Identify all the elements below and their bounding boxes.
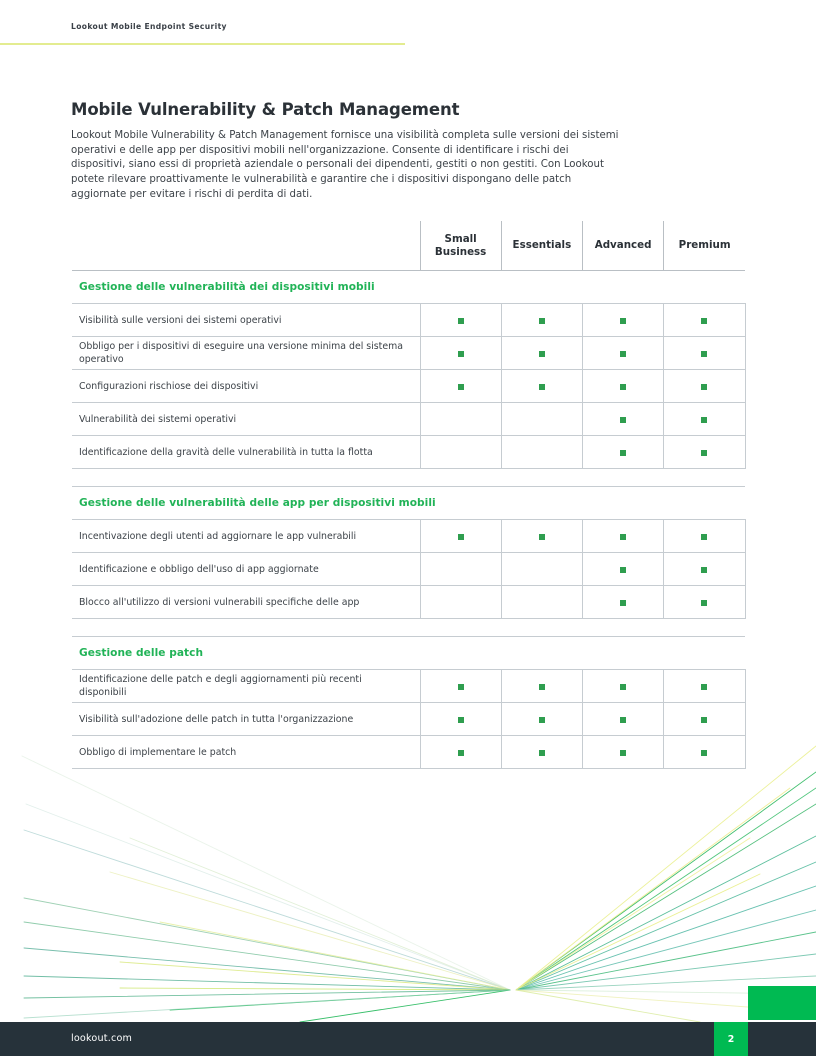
not-included-placeholder: [539, 567, 545, 573]
plan-cell-premium: [664, 586, 745, 619]
plan-cell-advanced: [583, 337, 664, 370]
feature-label: Identificazione e obbligo dell'uso di app aggiornate: [72, 553, 420, 586]
plan-cell-small-business: [420, 370, 501, 403]
included-mark-icon: [458, 684, 464, 690]
table-row: [72, 520, 745, 553]
plan-header-essentials: Essentials: [501, 221, 582, 271]
feature-label: Identificazione della gravità delle vulnerabilità in tutta la flotta: [72, 436, 420, 469]
table-row: [72, 553, 745, 586]
footer-website-label: lookout.com: [71, 1033, 133, 1044]
table-row: [72, 403, 745, 436]
included-mark-icon: [701, 351, 707, 357]
included-mark-icon: [701, 384, 707, 390]
plan-cell-advanced: [583, 553, 664, 586]
included-mark-icon: [701, 417, 707, 423]
table-row: [72, 370, 745, 403]
plan-header-advanced: Advanced: [583, 221, 664, 271]
table-body: [72, 271, 745, 769]
included-mark-icon: [701, 534, 707, 540]
plan-cell-small-business: [420, 304, 501, 337]
plan-cell-small-business: [420, 520, 501, 553]
header-rule: [0, 43, 405, 45]
feature-label: Obbligo per i dispositivi di eseguire una versione minima del sistema operativo: [72, 337, 420, 370]
plan-cell-premium: [664, 337, 745, 370]
plan-cell-essentials: [501, 586, 582, 619]
included-mark-icon: [701, 318, 707, 324]
included-mark-icon: [458, 351, 464, 357]
plan-cell-small-business: [420, 586, 501, 619]
section-gap-cell: [72, 619, 745, 637]
included-mark-icon: [701, 684, 707, 690]
plan-cell-premium: [664, 403, 745, 436]
included-mark-icon: [539, 684, 545, 690]
decorative-line-burst: [0, 726, 816, 1026]
included-mark-icon: [620, 567, 626, 573]
page-number-badge: 2: [714, 1022, 748, 1056]
section-gap: [72, 469, 745, 487]
included-mark-icon: [458, 534, 464, 540]
not-included-placeholder: [539, 600, 545, 606]
table-row: [72, 670, 745, 703]
plan-cell-essentials: [501, 304, 582, 337]
table-header-row: [72, 221, 745, 271]
included-mark-icon: [620, 318, 626, 324]
plan-cell-small-business: [420, 436, 501, 469]
plan-header-premium: Premium: [664, 221, 745, 271]
feature-label: Visibilità sull'adozione delle patch in tutta l'organizzazione: [72, 703, 420, 736]
feature-label: Blocco all'utilizzo di versioni vulnerabili specifiche delle app: [72, 586, 420, 619]
plan-cell-premium: [664, 520, 745, 553]
plan-cell-advanced: [583, 520, 664, 553]
section-heading: Gestione delle patch: [72, 637, 745, 670]
page-footer: [0, 1022, 816, 1056]
plan-cell-advanced: [583, 586, 664, 619]
included-mark-icon: [539, 534, 545, 540]
feature-label: Visibilità sulle versioni dei sistemi operativi: [72, 304, 420, 337]
page-title: Mobile Vulnerability & Patch Management: [71, 100, 460, 120]
plan-cell-advanced: [583, 304, 664, 337]
intro-paragraph: Lookout Mobile Vulnerability & Patch Management fornisce una visibilità completa sulle versioni dei sistemi operativi e delle app per dispositivi mobili nell'organizzazione. Consente di identificare i rischi dei dispositivi, siano essi di proprietà aziendale o personali dei dipendenti, gestiti o non gestiti. Con Lookout potete rilevare proattivamente le vulnerabilità e garantire che i dispositivi dispongano delle patch aggiornate per evitare i rischi di perdita di dati.: [71, 130, 619, 200]
included-mark-icon: [620, 450, 626, 456]
included-mark-icon: [458, 318, 464, 324]
included-mark-icon: [458, 384, 464, 390]
not-included-placeholder: [458, 567, 464, 573]
section-heading: Gestione delle vulnerabilità delle app per dispositivi mobili: [72, 487, 745, 520]
plan-cell-small-business: [420, 337, 501, 370]
plan-cell-advanced: [583, 370, 664, 403]
document-eyebrow: Lookout Mobile Endpoint Security: [71, 22, 227, 31]
included-mark-icon: [539, 318, 545, 324]
not-included-placeholder: [458, 450, 464, 456]
included-mark-icon: [620, 384, 626, 390]
included-mark-icon: [620, 684, 626, 690]
plan-cell-advanced: [583, 670, 664, 703]
plan-cell-premium: [664, 370, 745, 403]
section-heading-row: [72, 271, 745, 304]
plan-cell-premium: [664, 553, 745, 586]
included-mark-icon: [701, 450, 707, 456]
plan-cell-essentials: [501, 553, 582, 586]
plan-cell-small-business: [420, 553, 501, 586]
not-included-placeholder: [539, 450, 545, 456]
section-heading-row: [72, 487, 745, 520]
plan-cell-premium: [664, 670, 745, 703]
feature-label: Configurazioni rischiose dei dispositivi: [72, 370, 420, 403]
plan-comparison-table: [72, 221, 746, 769]
table-row: [72, 586, 745, 619]
feature-label: Vulnerabilità dei sistemi operativi: [72, 403, 420, 436]
feature-label: Incentivazione degli utenti ad aggiornare le app vulnerabili: [72, 520, 420, 553]
plan-cell-small-business: [420, 403, 501, 436]
plan-cell-essentials: [501, 337, 582, 370]
plan-cell-essentials: [501, 403, 582, 436]
plan-cell-essentials: [501, 520, 582, 553]
included-mark-icon: [701, 567, 707, 573]
plan-cell-essentials: [501, 670, 582, 703]
included-mark-icon: [458, 717, 464, 723]
included-mark-icon: [539, 717, 545, 723]
table-row: [72, 337, 745, 370]
included-mark-icon: [701, 717, 707, 723]
plan-cell-premium: [664, 436, 745, 469]
section-heading: Gestione delle vulnerabilità dei dispositivi mobili: [72, 271, 745, 304]
included-mark-icon: [620, 417, 626, 423]
plan-cell-essentials: [501, 370, 582, 403]
plan-cell-advanced: [583, 403, 664, 436]
included-mark-icon: [539, 351, 545, 357]
section-heading-row: [72, 637, 745, 670]
plan-cell-essentials: [501, 436, 582, 469]
not-included-placeholder: [458, 600, 464, 606]
included-mark-icon: [539, 384, 545, 390]
feature-label: Obbligo di implementare le patch: [72, 736, 420, 769]
feature-column-header: [72, 221, 420, 271]
included-mark-icon: [620, 600, 626, 606]
plan-cell-premium: [664, 304, 745, 337]
not-included-placeholder: [539, 417, 545, 423]
plan-header-small-business: Small Business: [420, 221, 501, 271]
section-gap-cell: [72, 469, 745, 487]
section-gap: [72, 619, 745, 637]
included-mark-icon: [620, 351, 626, 357]
plan-cell-advanced: [583, 436, 664, 469]
table-row: [72, 436, 745, 469]
included-mark-icon: [701, 600, 707, 606]
table-row: [72, 304, 745, 337]
decorative-green-block: [748, 986, 816, 1020]
page-header: [0, 0, 816, 48]
plan-cell-small-business: [420, 670, 501, 703]
not-included-placeholder: [458, 417, 464, 423]
included-mark-icon: [620, 717, 626, 723]
feature-label: Identificazione delle patch e degli aggiornamenti più recenti disponibili: [72, 670, 420, 703]
included-mark-icon: [620, 534, 626, 540]
